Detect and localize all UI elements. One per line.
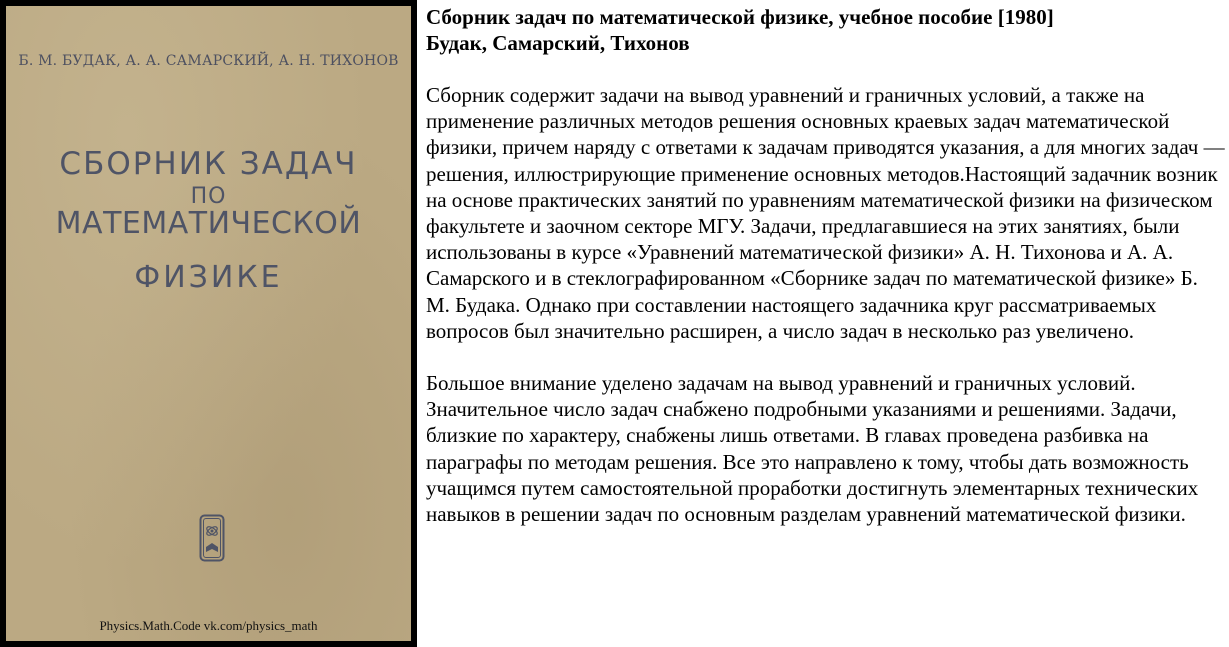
cover-title-line-4: ФИЗИКЕ [134,260,283,295]
book-title-line-1: Сборник задач по математической физике, учебное пособие [1980] [426,5,1054,29]
cover-title-line-2: ПО [190,184,227,209]
description-paragraph-1: Сборник содержит задачи на вывод уравнений и граничных условий, а также на применение различных методов решения основных краевых задач математической физики, причем наряду с ответами к задачам приводятся указания, а для многих задач — решения, иллюстрирующие применение основных методов.Настоящий задачник возник на основе практических занятий по уравнениям математической физики на физическом факультете и заочном секторе МГУ. Задачи, предлагавшиеся на этих занятиях, были использованы в курсе «Уравнений математической физики» А. Н. Тихонова и А. А. Самарского и в стеклографированном «Сборнике задач по математической физике» Б. М. Будака. Однако при составлении настоящего задачника круг рассматриваемых вопросов был значительно расширен, а число задач в несколько раз увеличено. [426,83,1225,343]
cover-watermark: Physics.Math.Code vk.com/physics_math [99,618,318,633]
cover-authors: Б. М. БУДАК, А. А. САМАРСКИЙ, А. Н. ТИХОНОВ [18,53,399,69]
book-title [426,4,1226,56]
book-cover [6,6,411,641]
book-description-panel [426,4,1226,527]
cover-title-line-3: МАТЕМАТИЧЕСКОЙ [55,206,362,241]
cover-title-line-1: СБОРНИК ЗАДАЧ [59,146,358,182]
book-cover-frame [0,0,417,647]
description-paragraph-2: Большое внимание уделено задачам на вывод уравнений и граничных условий. Значительное число задач снабжено подробными указаниями и решениями. Задачи, близкие по характеру, снабжены лишь ответами. В главах проведена разбивка на параграфы по методам решения. Все это направлено к тому, чтобы дать возможность учащимся путем самостоятельной проработки достигнуть элементарных технических навыков в решении задач по основным разделам уравнений математической физики. [426,371,1199,527]
publisher-emblem-icon [199,514,225,562]
book-title-line-2: Будак, Самарский, Тихонов [426,31,690,55]
